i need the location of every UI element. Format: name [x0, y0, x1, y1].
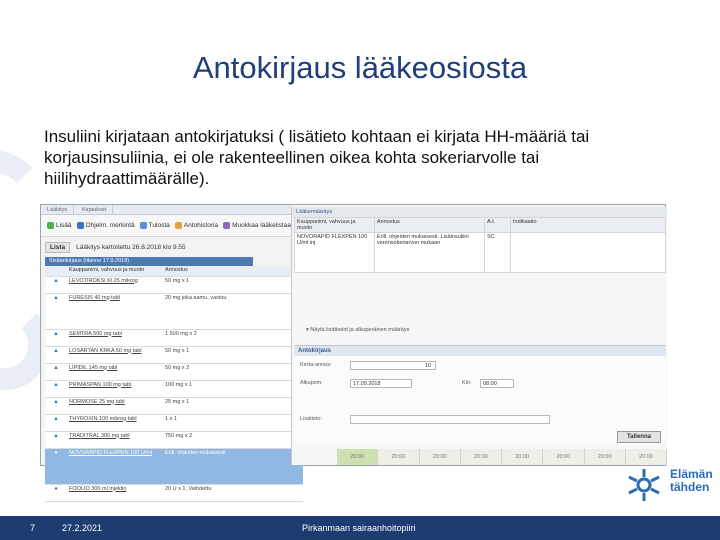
footer: [0, 516, 720, 540]
tab-laakitys[interactable]: Lääkitys: [41, 205, 74, 215]
start-date-input[interactable]: 17.09.2018: [350, 379, 412, 388]
medication-icon: ▲: [45, 414, 67, 431]
table-header: Kauppanimi, vahvuus ja muoto Annostus: [45, 266, 303, 276]
time-input[interactable]: 08:00: [480, 379, 514, 388]
timeline-slot[interactable]: 20:00: [378, 449, 419, 465]
medication-icon: ▲: [45, 329, 67, 346]
table-row[interactable]: ▲ SEMTRA 500 mg tabl 1 500 mg x 2: [45, 329, 303, 346]
add-button[interactable]: Lisää: [47, 222, 72, 229]
order-panel-title: Lääkemääräys: [292, 207, 667, 217]
list-button[interactable]: Lista: [45, 242, 70, 253]
order-panel: [291, 207, 667, 465]
slide-title: Antokirjaus lääkeosiosta: [192, 50, 528, 85]
embedded-screenshot: [40, 204, 666, 492]
tab-kirjaukset[interactable]: Kirjaukset: [76, 205, 113, 215]
save-button[interactable]: Tallenna: [617, 431, 661, 443]
timeline-slot[interactable]: 20:00: [337, 449, 378, 465]
medication-icon: ▲: [45, 363, 67, 380]
history-icon: [175, 222, 182, 229]
medication-icon: ▲: [45, 293, 67, 329]
edit-icon: [223, 222, 230, 229]
footer-date: 27.2.2021: [62, 523, 103, 533]
timeline-slot[interactable]: 20:00: [543, 449, 584, 465]
dose-input[interactable]: 10: [350, 361, 436, 370]
medication-icon: ▲: [45, 380, 67, 397]
medication-icon: ▲: [45, 431, 67, 448]
field-label: Alkupvm:: [300, 380, 323, 386]
table-header: Kauppanimi, vahvuus ja muoto Annostus A.t. Indikaatio: [295, 218, 666, 233]
field-label: Klo:: [462, 380, 472, 386]
printer-icon: [140, 222, 147, 229]
logo-text: Elämän tähden: [670, 467, 713, 494]
additional-info-input[interactable]: [350, 415, 550, 424]
administration-form-title: Antokirjaus: [294, 346, 666, 356]
medication-icon: ●: [45, 484, 67, 501]
table-row[interactable]: ● FOOLIO 300 ml injektio 20 U x 1, Vaihdettu: [45, 484, 303, 501]
timeline-slot[interactable]: 20:00: [585, 449, 626, 465]
table-row[interactable]: ▲ LOSARTAN KRKA 50 mg tabl 50 mg x 1: [45, 346, 303, 363]
table-row[interactable]: ▲ TRADITRAL 300 mg tabl 750 mg x 2: [45, 431, 303, 448]
timeline-bar: [337, 449, 667, 465]
table-row-selected[interactable]: ● NOVORAPID FLEXPEN 100 U/ml Erill. ohjeiden mukaisesti: [45, 448, 303, 484]
table-row[interactable]: NOVORAPID FLEXPEN 100 U/ml inj Erill. ohjeiden mukaisesti. Lisäinsuliini verensokeriarvon mukaan SC: [295, 233, 666, 273]
table-row[interactable]: ▲ THYROXIN 100 mikrog tabl 1 x 1: [45, 414, 303, 431]
table-row[interactable]: ▲ LEVOTIROKSI Kl 25 mikrog 50 mg x 1: [45, 276, 303, 293]
table-row[interactable]: ▲ LIPIDIL 145 mg tabl 50 mg x 2: [45, 363, 303, 380]
app-tabs: [41, 205, 291, 215]
print-button[interactable]: Tulosta: [140, 222, 170, 229]
list-title: Lääkitys kartoitettu 26.8.2018 klo 9.55: [76, 243, 186, 251]
details-toggle[interactable]: ▾ Näytä lisätiedot ja alkuperäinen määräys: [306, 327, 410, 333]
field-label: Lisätieto:: [300, 416, 323, 422]
page-number: 7: [30, 523, 36, 533]
medication-icon: ▲: [45, 276, 67, 293]
table-row[interactable]: ▲ PRIMASPAN 100 mg tabl 100 mg x 1: [45, 380, 303, 397]
timeline-slot[interactable]: 20:00: [461, 449, 502, 465]
medication-icon: ▲: [45, 346, 67, 363]
document-icon: [77, 222, 84, 229]
medication-icon: ▲: [45, 397, 67, 414]
edit-list-button[interactable]: Muokkaa lääkelistaa: [223, 222, 291, 229]
field-label: Kerta-annos:: [300, 362, 332, 368]
order-table: [294, 217, 666, 273]
administration-history-button[interactable]: Antohistoria: [175, 222, 218, 229]
footer-organization: Pirkanmaan sairaanhoitopiiri: [302, 523, 416, 533]
medication-icon: ●: [45, 448, 67, 484]
timeline-slot[interactable]: 20:00: [420, 449, 461, 465]
timeline-slot[interactable]: 20:00: [626, 449, 667, 465]
list-bar: [41, 237, 291, 257]
section-header: Sisäänkirjaus (tilanne 17.9.2018): [45, 257, 253, 266]
administration-form: [294, 345, 666, 445]
plus-icon: [47, 222, 54, 229]
table-row[interactable]: ▲ FURESIS 40 mg tabl 20 mg joka aamu, vastuu: [45, 293, 303, 329]
timeline-slot[interactable]: 20:00: [502, 449, 543, 465]
toolbar: [41, 215, 291, 237]
table-row[interactable]: ▲ NORMOSE 25 mg tabl 25 mg x 1: [45, 397, 303, 414]
medication-table: [45, 266, 303, 502]
program-entry-button[interactable]: Ohjelm. merkintä: [77, 222, 135, 229]
slide-body-text: Insuliini kirjataan antokirjatuksi ( lisätieto kohtaan ei kirjata HH-määriä tai korjausinsuliinia, ei ole rakenteellinen oikea kohta sokeriarvolle tai hiilihydraattimäärälle).: [44, 127, 590, 188]
